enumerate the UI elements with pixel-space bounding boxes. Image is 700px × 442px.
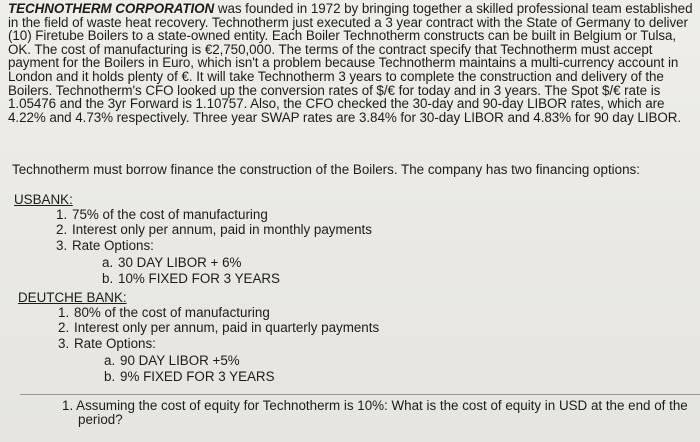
deutche-option-b-text: 9% FIXED FOR 3 YEARS [120,369,275,384]
deutche-option-b-letter: b. [104,369,116,384]
usbank-item-1-text: 75% of the cost of manufacturing [72,207,268,222]
usbank-heading: USBANK: [14,192,73,207]
usbank-item-2-num: 2. [56,222,68,237]
usbank-item-2 [56,223,372,237]
deutche-bank-heading: DEUTCHE BANK: [18,290,127,305]
question-1 [62,399,700,427]
deutche-option-b [104,370,275,384]
deutche-option-a-letter: a. [104,353,116,368]
deutche-item-1-text: 80% of the cost of manufacturing [74,305,270,320]
deutche-option-a [104,354,240,368]
deutche-item-3 [58,337,156,351]
section-divider [20,394,700,395]
usbank-option-a [102,256,241,270]
deutche-item-2-num: 2. [58,320,70,335]
usbank-option-a-text: 30 DAY LIBOR + 6% [118,255,242,270]
question-1-num: 1. [62,398,74,413]
usbank-item-3-num: 3. [56,238,68,253]
usbank-item-3-text: Rate Options: [72,238,154,253]
intro-paragraph [8,2,696,124]
deutche-item-3-num: 3. [58,336,70,351]
financing-need-sentence: Technotherm must borrow finance the construction of the Boilers. The company has two financing options: [12,162,640,177]
question-1-text: Assuming the cost of equity for Technotherm is 10%: What is the cost of equity in USD at the end of the period? [76,398,688,427]
usbank-item-1 [56,208,268,222]
company-name: TECHNOTHERM CORPORATION [8,1,215,16]
usbank-option-a-letter: a. [102,255,114,270]
deutche-item-2-text: Interest only per annum, paid in quarterly payments [74,320,380,335]
deutche-item-1-num: 1. [58,305,70,320]
deutche-option-a-text: 90 DAY LIBOR +5% [120,353,240,368]
usbank-option-b [102,272,280,286]
deutche-item-1 [58,306,270,320]
usbank-option-b-text: 10% FIXED FOR 3 YEARS [118,271,280,286]
deutche-item-2 [58,321,379,335]
deutche-item-3-text: Rate Options: [74,336,156,351]
usbank-item-1-num: 1. [56,207,68,222]
intro-text: was founded in 1972 by bringing together a skilled professional team established in the field of waste heat recovery. Technotherm just executed a 3 year contract with the State of Germany to deliver (10) Firetube Boilers to a state-owned entity. Each Boiler Technotherm constructs can be built in Belgium or Tulsa, OK. The cost of manufacturing is €2,750,000. The terms of the contract specify that Technotherm must accept payment for the Boilers in Euro, which isn't a problem because Technotherm maintains a multi-currency account in London and it holds plenty of €. It will take Technotherm 3 years to complete the construction and delivery of the Boilers. Technotherm's CFO looked up the conversion rates of $/€ for today and in 3 years. The Spot $/€ rate is 1.05476 and the 3yr Forward is 1.10757. Also, the CFO checked the 30-day and 90-day LIBOR rates, which are 4.22% and 4.73% respectively. Three year SWAP rates are 3.84% for 30-day LIBOR and 4.83% for 90 day LIBOR. [8,1,693,125]
usbank-item-2-text: Interest only per annum, paid in monthly payments [72,222,372,237]
usbank-option-b-letter: b. [102,271,114,286]
usbank-item-3 [56,239,154,253]
